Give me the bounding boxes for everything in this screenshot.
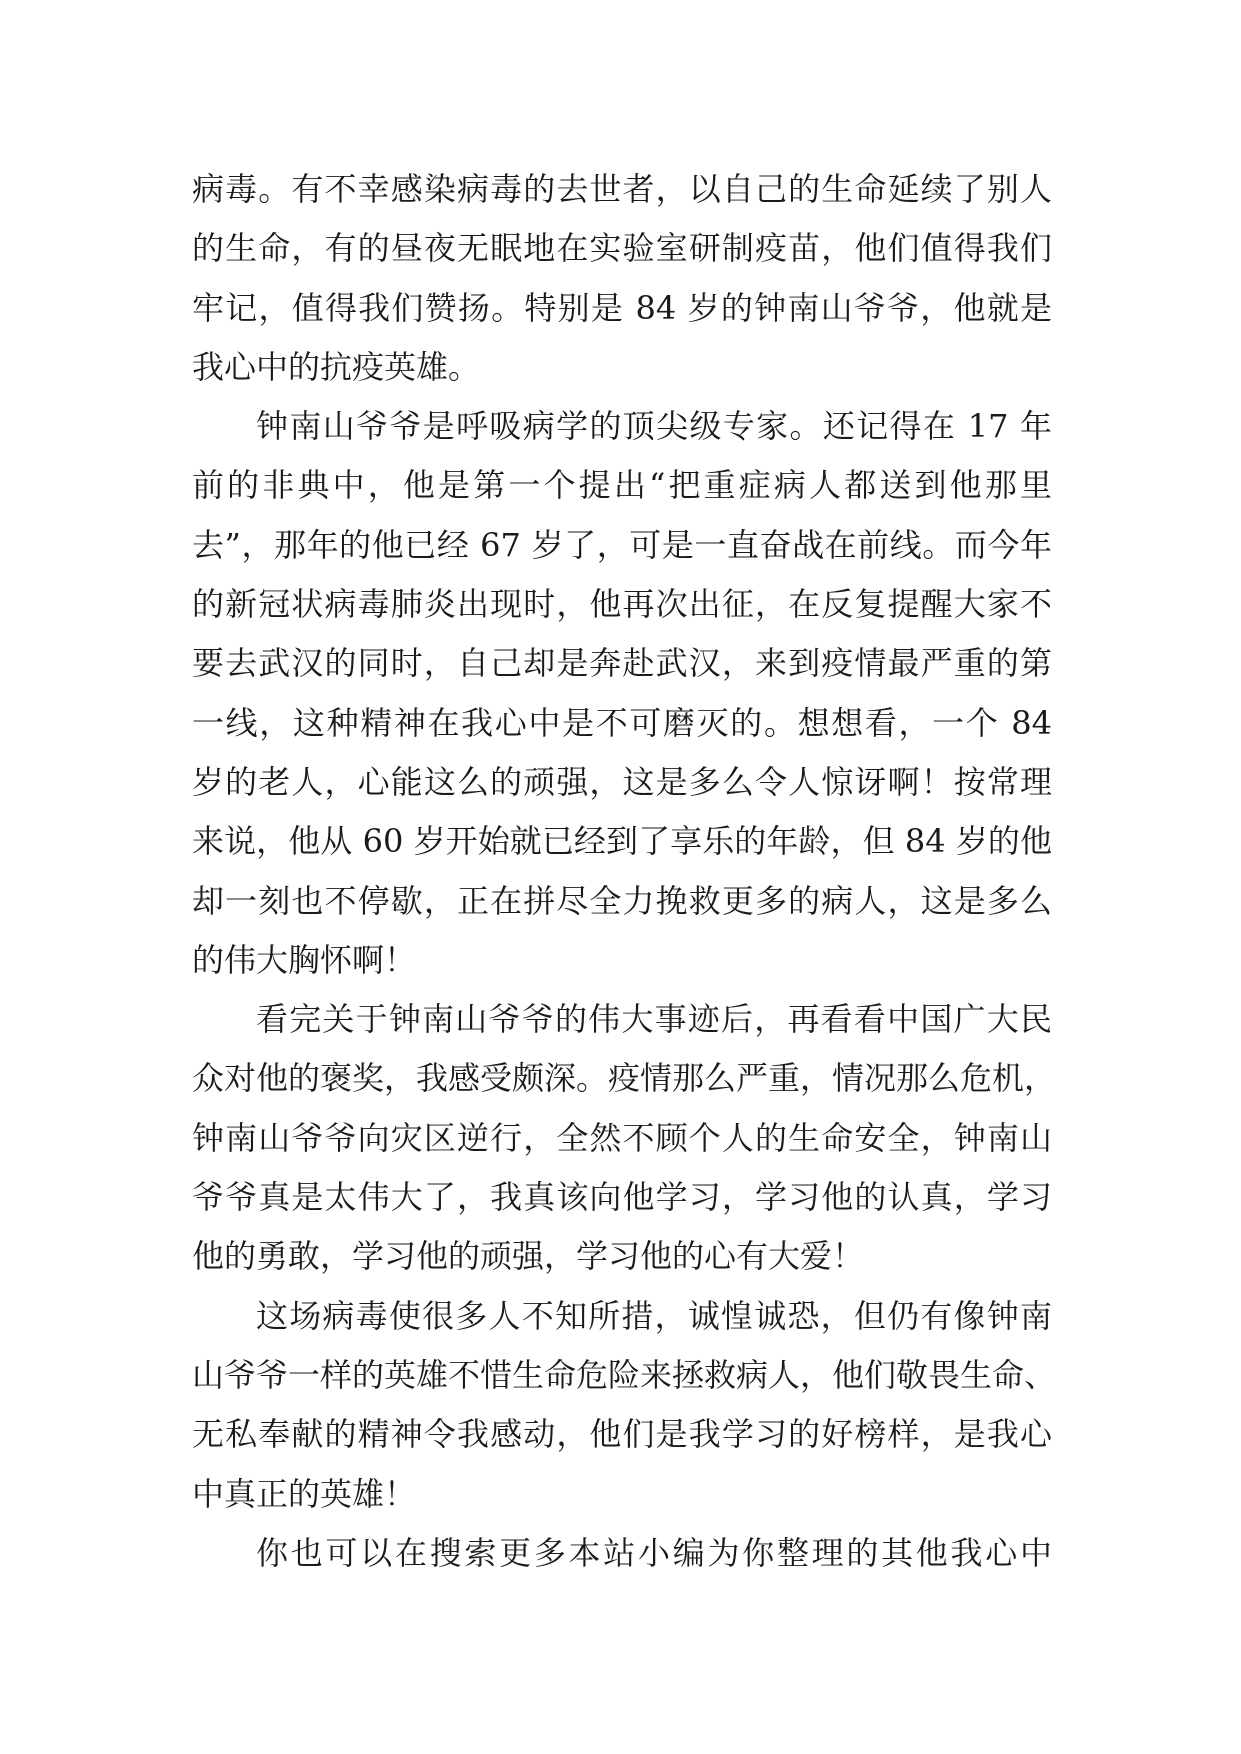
document-body: [192, 160, 1057, 1583]
text-line: 一线，这种精神在我心中是不可磨灭的。想想看，一个 84: [192, 703, 1052, 742]
text-line: 病毒。有不幸感染病毒的去世者，以自己的生命延续了别人: [192, 170, 1052, 208]
text-line: 来说，他从 60 岁开始就已经到了享乐的年龄，但 84 岁的他: [192, 822, 1052, 861]
text-line: 无私奉献的精神令我感动，他们是我学习的好榜样，是我心: [192, 1415, 1052, 1454]
text-line: 钟南山爷爷向灾区逆行，全然不顾个人的生命安全，钟南山: [192, 1118, 1052, 1157]
text-line: 他的勇敢，学习他的顽强，学习他的心有大爱！: [192, 1237, 865, 1276]
text-line: 我心中的抗疫英雄。: [192, 347, 481, 386]
text-line: 众对他的褒奖，我感受颇深。疫情那么严重，情况那么危机，: [192, 1059, 1057, 1098]
text-line: 去”，那年的他已经 67 岁了，可是一直奋战在前线。而今年: [192, 525, 1052, 564]
text-line: 前的非典中，他是第一个提出“把重症病人都送到他那里: [192, 466, 1052, 505]
text-line: 中真正的英雄！: [192, 1474, 417, 1513]
text-line: 这场病毒使很多人不知所措，诚惶诚恐，但仍有像钟南: [256, 1296, 1052, 1335]
text-line: 的伟大胸怀啊！: [192, 940, 417, 979]
text-line: 你也可以在搜索更多本站小编为你整理的其他我心中: [256, 1533, 1052, 1572]
paragraph-3: [192, 990, 1057, 1286]
text-line: 看完关于钟南山爷爷的伟大事迹后，再看看中国广大民: [256, 1000, 1052, 1039]
text-line: 牢记，值得我们赞扬。特别是 84 岁的钟南山爷爷，他就是: [192, 288, 1052, 327]
text-line: 却一刻也不停歇，正在拼尽全力挽救更多的病人，这是多么: [192, 881, 1052, 920]
text-line: 的生命，有的昼夜无眠地在实验室研制疫苗，他们值得我们: [192, 229, 1052, 268]
paragraph-2: [192, 397, 1052, 990]
text-line: 要去武汉的同时，自己却是奔赴武汉，来到疫情最严重的第: [192, 644, 1052, 683]
text-line: 钟南山爷爷是呼吸病学的顶尖级专家。还记得在 17 年: [256, 407, 1052, 446]
text-line: 爷爷真是太伟大了，我真该向他学习，学习他的认真，学习: [192, 1178, 1052, 1217]
paragraph-5: [192, 1524, 1052, 1583]
paragraph-4: [192, 1287, 1057, 1524]
text-line: 山爷爷一样的英雄不惜生命危险来拯救病人，他们敬畏生命、: [192, 1355, 1057, 1394]
text-line: 的新冠状病毒肺炎出现时，他再次出征，在反复提醒大家不: [192, 585, 1052, 624]
paragraph-1: [192, 160, 1052, 397]
text-line: 岁的老人，心能这么的顽强，这是多么令人惊讶啊！按常理: [192, 762, 1052, 801]
